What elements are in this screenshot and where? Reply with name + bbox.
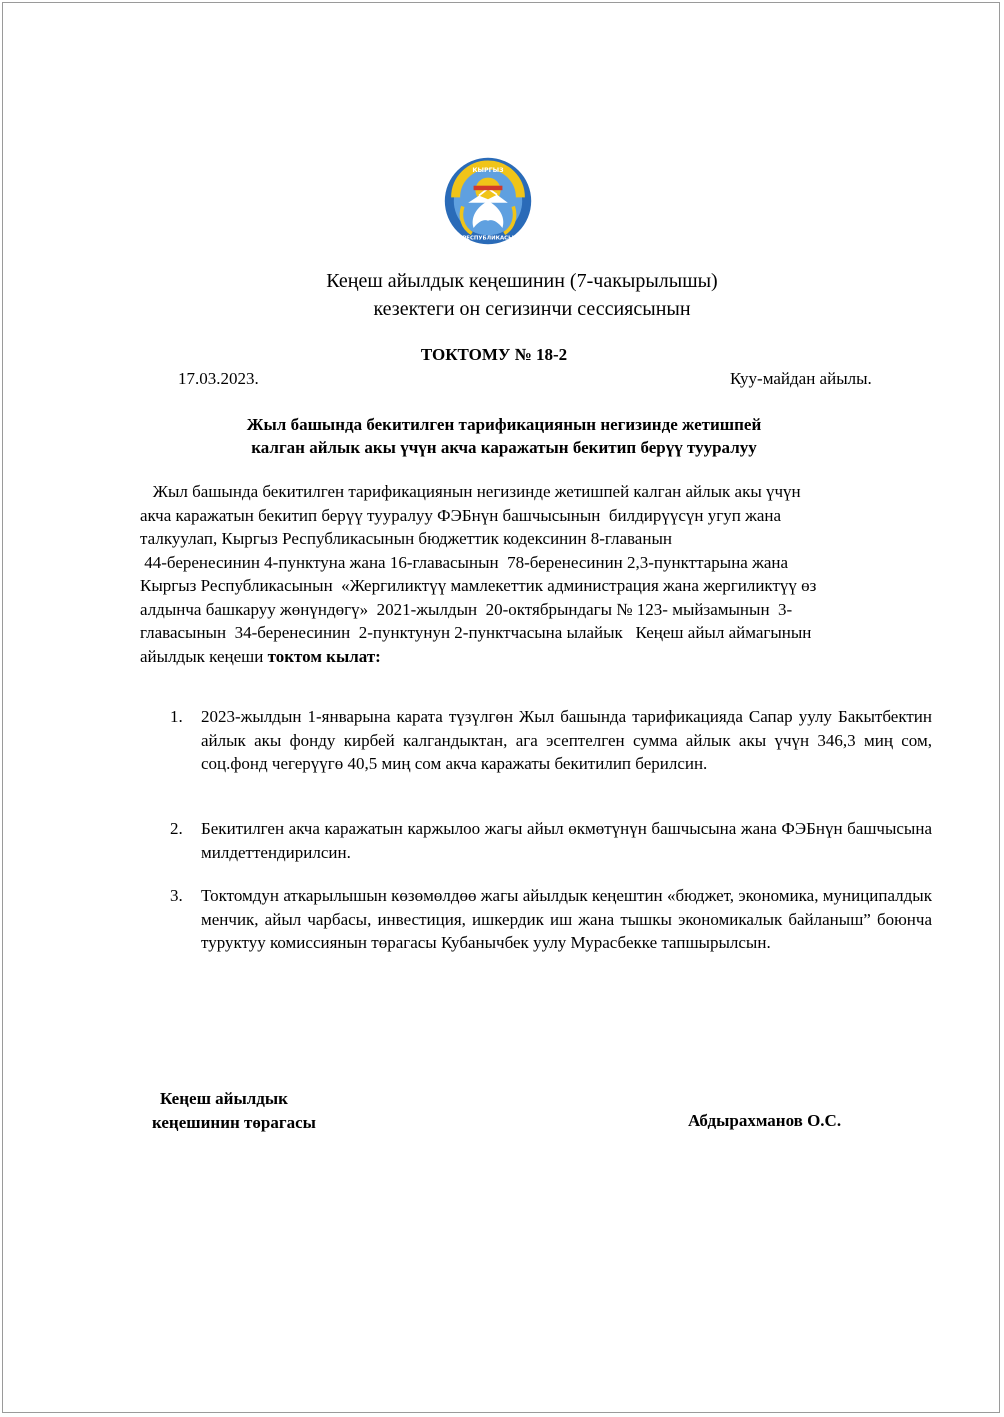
emblem-top-text: КЫРГЫЗ <box>472 167 504 175</box>
list-item <box>170 884 932 955</box>
subject-line2: калган айлык акы үчүн акча каражатын бекитип берүү тууралуу <box>251 438 757 457</box>
list-item <box>170 817 932 864</box>
list-item-text: Бекитилген акча каражатын каржылоо жагы айыл өкмөтүнүн башчысына жана ФЭБнүн башчысына милдеттендирилсин. <box>201 819 932 862</box>
list-item-text: 2023-жылдын 1-январына карата түзүлгөн Жыл башында тарификацияда Сапар уулу Бакытбектин айлык акы фонду кирбей калгандыктан, ага эсептелген сумма айлык акы үчүн 346,3 миң сом, соц.фонд чегерүүгө 40,5 миң сом акча каражаты бекитилип берилсин. <box>201 707 932 773</box>
signatory-title <box>152 1087 316 1135</box>
signatory-title-line1: Кеңеш айылдык <box>160 1089 288 1108</box>
preamble-line: талкуулап, Кыргыз Республикасынын бюджеттик кодексинин 8-главанын <box>140 529 672 548</box>
preamble-paragraph <box>140 480 930 668</box>
council-header-line1: Кеңеш айылдык кеңешинин (7-чакырылышы) <box>326 270 718 292</box>
resolution-date: 17.03.2023. <box>178 369 259 388</box>
preamble-line: главасынын 34-беренесинин 2-пунктунун 2-пунктчасына ылайык Кеңеш айыл аймагынын <box>140 623 812 642</box>
preamble-line: Жыл башында бекитилген тарификациянын негизинде жетишпей калган айлык акы үчүн <box>140 482 801 501</box>
emblem-bottom-text: РЕСПУБЛИКАСЫ <box>462 235 514 242</box>
list-item-number: 2. <box>170 819 183 838</box>
resolution-title: ТОКТОМУ № 18-2 <box>420 345 568 364</box>
list-item-text: Токтомдун аткарылышын көзөмөлдөө жагы айылдык кеңештин «бюджет, экономика, муниципалдык менчик, айыл чарбасы, инвестиция, ишкердик иш жана тышкы экономикалык байланыш” боюнча туруктуу комиссиянын төрагасы Кубанычбек уулу Мурасбекке тапшырылсын. <box>201 886 932 952</box>
preamble-line: акча каражатын бекитип берүү тууралуу ФЭБнүн башчысынын билдирүүсүн угуп жана <box>140 505 782 525</box>
preamble-line: алдынча башкаруу жөнүндөгү» 2021-жылдын 20-октябрындагы № 123- мыйзамынын 3- <box>140 599 793 619</box>
kyrgyz-state-emblem-icon <box>443 156 533 246</box>
signatory-name: Абдырахманов О.С. <box>688 1111 842 1130</box>
preamble-line: 44-беренесинин 4-пунктуна жана 16-главасынын 78-беренесинин 2,3-пункттарына жана <box>140 552 789 572</box>
preamble-last-bold: токтом кылат: <box>267 646 381 666</box>
preamble-line: Кыргыз Республикасынын «Жергиликтүү мамлекеттик администрация жана жергиликтүү өз <box>140 576 817 595</box>
signatory-title-line2: кеңешинин төрагасы <box>152 1113 316 1132</box>
list-item <box>170 705 932 776</box>
preamble-last-line <box>140 645 930 669</box>
council-header-line2: кезектеги он сегизинчи сессиясынын <box>373 298 691 320</box>
list-item-number: 3. <box>170 886 183 905</box>
preamble-last-plain: айылдык кеңеши <box>140 646 268 666</box>
resolution-place: Куу-майдан айылы. <box>730 369 872 388</box>
list-item-number: 1. <box>170 707 183 726</box>
resolution-subject <box>2 413 1004 459</box>
subject-line1: Жыл башында бекитилген тарификациянын негизинде жетишпей <box>246 415 762 434</box>
